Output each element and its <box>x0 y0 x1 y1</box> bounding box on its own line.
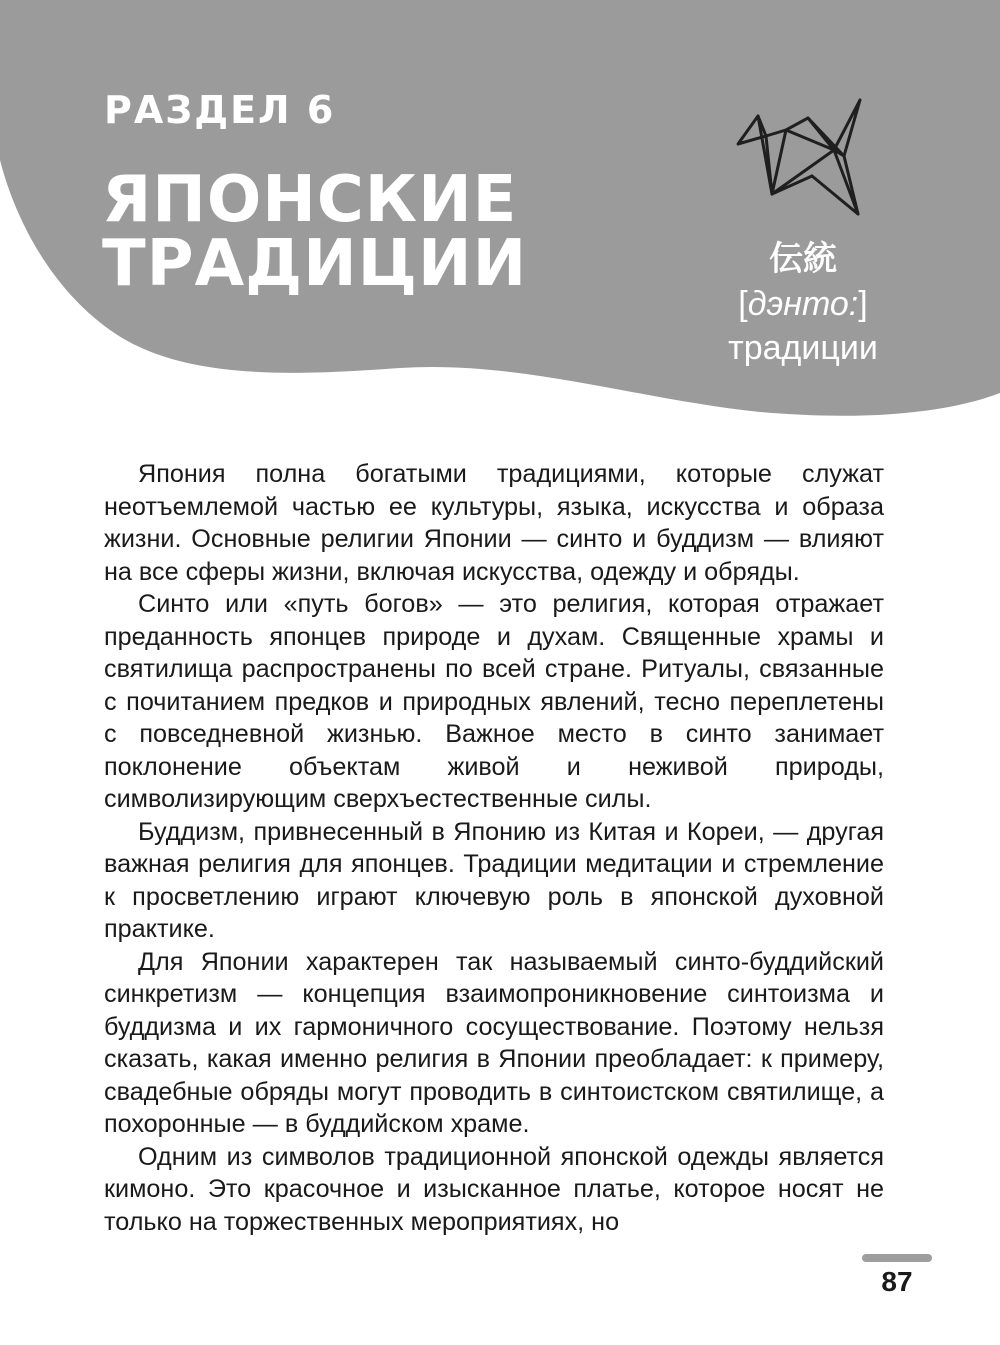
chapter-title-line-2: ТРАДИЦИИ <box>102 227 528 301</box>
vocabulary-box <box>700 236 906 370</box>
paragraph: Синто или «путь богов» — это религия, которая отражает преданность японцев природе и духам. Священные храмы и святилища распространены по всей стране. Ритуалы, связанные с почитанием предков и природных явлений, тесно переплетены с повседневной жизнью. Важное место в синто занимает поклонение объектам живой и неживой природы, символизирующим сверхъестественные силы. <box>104 590 884 813</box>
paragraph: Буддизм, привнесенный в Японию из Китая и Кореи, — другая важная религия для японцев. Традиции медитации и стремление к просветлению играют ключевую роль в японской духовной практике. <box>104 817 884 943</box>
reading-bracket-open: [ <box>738 285 748 323</box>
page-number: 87 <box>881 1266 913 1297</box>
kanji-reading <box>700 282 906 326</box>
chapter-title <box>102 163 528 301</box>
body-text <box>104 458 884 1238</box>
paragraph: Япония полна богатыми традициями, которые служат неотъемлемой частью ее культуры, языка, искусства и образа жизни. Основные религии Японии — синто и буддизм — влияют на все сферы жизни, включая искусства, одежду и обряды. <box>104 460 884 586</box>
chapter-title-line-1: ЯПОНСКИЕ <box>102 163 518 237</box>
paragraph: Для Японии характерен так называемый синто-буддийский синкретизм — концепция взаимопроникновение синтоизма и буддизма и их гармоничного сосуществование. Поэтому нельзя сказать, какая именно религия в Японии преобладает: к примеру, свадебные обряды могут проводить в синтоистском святилище, а похоронные — в буддийском храме. <box>104 947 884 1138</box>
origami-crane-icon <box>736 96 864 218</box>
reading-text: дэнто: <box>747 285 859 323</box>
page-number-bar <box>862 1254 932 1262</box>
reading-bracket-close: ] <box>858 285 868 323</box>
section-label: РАЗДЕЛ 6 <box>104 88 336 132</box>
kanji-meaning: традиции <box>728 329 878 367</box>
kanji-word: 伝統 <box>769 239 837 279</box>
paragraph: Одним из символов традиционной японской одежды является кимоно. Это красочное и изысканное платье, которое носят не только на торжественных мероприятиях, но <box>104 1142 884 1236</box>
